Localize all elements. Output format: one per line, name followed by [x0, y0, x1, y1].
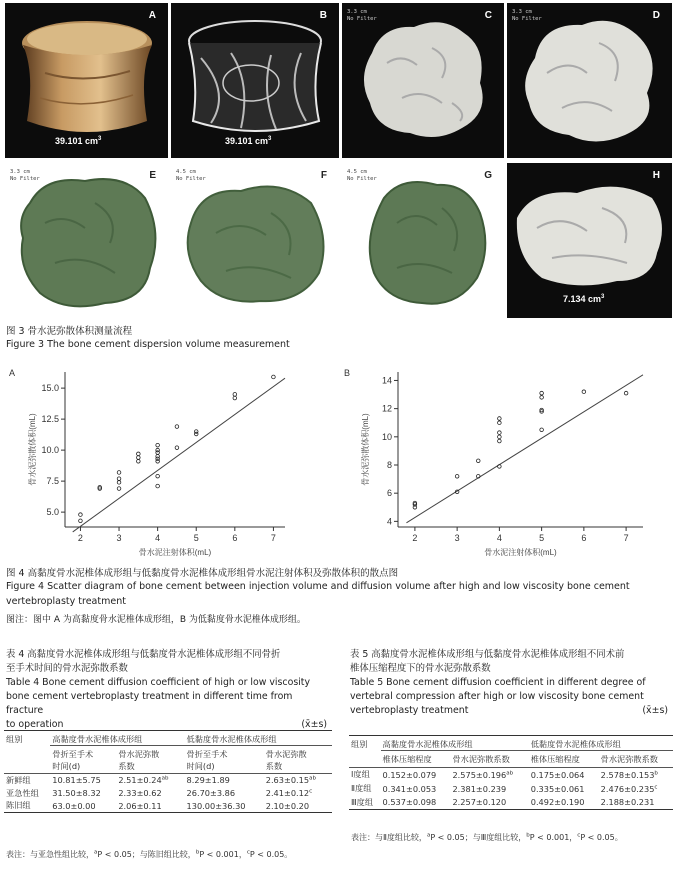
panel-label: H: [652, 170, 660, 181]
table4-low-header: 低黏度骨水泥椎体成形组: [185, 731, 332, 746]
y-tick-label: 12.5: [41, 414, 59, 425]
cement-mesh-image: [171, 163, 339, 318]
chart-panel-label: B: [344, 368, 351, 378]
row-name: Ⅰ度组: [351, 769, 370, 780]
panel-e-cement-mesh: [5, 163, 168, 318]
table5-group-header: 组别: [351, 739, 368, 749]
data-point: [117, 477, 121, 481]
table4-col-coef: [264, 746, 332, 774]
data-point: [498, 431, 502, 435]
y-axis-title: 骨水泥弥散体积(mL): [361, 413, 370, 486]
cell: 10.81±5.75: [52, 775, 101, 786]
data-point: [79, 513, 83, 517]
cell: 63.0±0.00: [52, 800, 96, 811]
table5-title-en-3: vertebroplasty treatment: [350, 705, 469, 716]
scale-meta: 4.5 cm No Filter: [347, 169, 377, 182]
x-tick-label: 5: [193, 533, 199, 543]
table4-col-time: [50, 746, 116, 774]
panel-label: C: [484, 10, 492, 21]
x-tick-label: 2: [77, 533, 83, 543]
cell: 0.341±0.053: [382, 783, 437, 794]
cell: 2.41±0.12$^c$: [265, 788, 313, 798]
table-row: [4, 800, 332, 813]
volume-label: 39.101 $cm^3$: [225, 136, 272, 146]
panel-g-cement-mesh: [342, 163, 504, 318]
data-point: [156, 455, 160, 459]
cement-mesh-image: [342, 163, 504, 318]
x-tick-label: 6: [232, 533, 238, 543]
data-point: [175, 446, 179, 450]
x-tick-label: 7: [270, 533, 276, 543]
row-name: Ⅱ度组: [351, 783, 372, 793]
cell: 2.381±0.239: [452, 783, 507, 794]
figure4-caption-en-2: vertebroplasty treatment: [6, 596, 126, 607]
cell: 0.492±0.190: [530, 797, 585, 808]
y-tick-label: 10: [381, 431, 392, 442]
table5-low-header: 低黏度骨水泥椎体成形组: [529, 736, 673, 751]
col-label: 系数: [118, 760, 135, 771]
cell: 2.257±0.120: [452, 797, 507, 808]
x-tick-label: 3: [454, 533, 460, 543]
row-name: 亚急性组: [6, 787, 39, 798]
cell: 0.175±0.064: [530, 769, 585, 780]
figure4-caption-cn: 图 4 高黏度骨水泥椎体成形组与低黏度骨水泥椎体成形组骨水泥注射体积及弥散体积的散点图: [6, 568, 399, 579]
cell: 2.10±0.20: [265, 800, 310, 811]
col-label: 骨水泥弥散: [118, 748, 160, 759]
figure3-caption-cn: 图 3 骨水泥弥散体积测量流程: [6, 326, 133, 337]
panel-d-cement-render: [507, 3, 672, 158]
scale-meta: 3.3 cm No Filter: [512, 9, 542, 22]
data-point: [540, 428, 544, 432]
data-point: [137, 452, 141, 456]
col-label: 骨水泥弥散: [265, 748, 307, 759]
data-point: [175, 425, 179, 429]
data-point: [455, 474, 459, 478]
col-label: 时间(d): [186, 760, 215, 771]
vertebra-wire-image: [171, 3, 339, 158]
data-point: [540, 396, 544, 400]
panel-h-cement-render: [507, 163, 672, 318]
table5-caption: [350, 648, 672, 718]
x-tick-label: 3: [116, 533, 122, 543]
table5-title-cn-2: 椎体压缩程度下的骨水泥弥散系数: [350, 663, 491, 674]
panel-label: B: [319, 10, 327, 21]
x-tick-label: 5: [539, 533, 545, 543]
row-name: Ⅲ度组: [351, 796, 374, 807]
cell: 0.152±0.079: [382, 769, 437, 780]
cell: 2.578±0.153$^b$: [600, 769, 658, 780]
col-label: 系数: [265, 760, 283, 771]
cell: 2.33±0.62: [118, 788, 162, 798]
x-tick-label: 2: [412, 533, 418, 543]
table5-title-en-2: vertebral compression after high or low viscosity bone cement: [350, 691, 644, 702]
data-point: [624, 391, 628, 395]
panel-b-vertebra-wireframe: [171, 3, 339, 158]
data-point: [117, 471, 121, 475]
x-tick-label: 7: [623, 533, 629, 543]
data-point: [137, 459, 141, 463]
table4-note: 表注：与亚急性组比较，$^a$P < 0.05；与陈旧组比较，$^b$P < 0.001，$^c$P < 0.05。: [6, 849, 293, 859]
y-tick-label: 4: [386, 516, 392, 527]
y-tick-label: 15.0: [41, 383, 59, 394]
x-tick-label: 4: [496, 533, 502, 543]
cell: 0.335±0.061: [530, 783, 585, 794]
table-row: [4, 774, 332, 787]
col-label: 骨折至手术: [52, 748, 94, 759]
table4-col-coef: [116, 746, 184, 774]
volume-label: 39.101 $cm^3$: [55, 136, 102, 146]
scatter-chart-b: [340, 362, 670, 562]
y-axis-title: 骨水泥弥散体积(mL): [28, 413, 37, 486]
data-point: [194, 430, 198, 434]
cell: 2.06±0.11: [118, 800, 162, 811]
data-point: [498, 421, 502, 425]
row-name: 陈旧组: [6, 800, 31, 811]
table5-title-en-3-line: [350, 704, 672, 718]
row-name: 新鲜组: [6, 774, 31, 785]
table5-high-header: 高黏度骨水泥椎体成形组: [381, 736, 529, 751]
scale-meta: 3.3 cm No Filter: [347, 9, 377, 22]
y-tick-label: 6: [386, 488, 392, 499]
cell: 31.50±8.32: [52, 788, 101, 798]
cell: 2.476±0.235$^c$: [600, 783, 658, 794]
y-tick-label: 5.0: [46, 507, 59, 518]
table4-title-en-3: to operation: [6, 719, 64, 730]
x-axis-title: 骨水泥注射体积(mL): [484, 548, 557, 557]
scale-meta: 3.3 cm No Filter: [10, 169, 40, 182]
cell: 0.537±0.098: [382, 797, 437, 808]
table4-title-cn-1: 表 4 高黏度骨水泥椎体成形组与低黏度骨水泥椎体成形组不同骨折: [6, 649, 281, 660]
x-axis-title: 骨水泥注射体积(mL): [138, 548, 212, 557]
figure4-note: 图注：图中 A 为高黏度骨水泥椎体成形组，B 为低黏度骨水泥椎体成形组。: [6, 615, 306, 625]
table-row: [349, 768, 673, 782]
table4-group-header: 组别: [6, 734, 23, 744]
table5-col-coef: 骨水泥弥散系数: [600, 753, 658, 764]
panel-label: F: [320, 170, 327, 181]
cement-mass-image: [342, 3, 504, 158]
y-tick-label: 8: [386, 460, 392, 470]
data-point: [117, 481, 121, 485]
table-row: [4, 787, 332, 800]
table4-high-header: 高黏度骨水泥椎体成形组: [50, 731, 184, 746]
panel-label: D: [652, 10, 660, 21]
table-row: [349, 796, 673, 810]
data-point: [156, 443, 160, 447]
col-label: 时间(d): [52, 760, 81, 771]
x-tick-label: 4: [155, 533, 161, 543]
data-point: [233, 396, 237, 400]
data-point: [117, 487, 121, 491]
table5-col-degree: 椎体压缩程度: [382, 753, 432, 764]
vertebra-body-image: [5, 3, 168, 158]
table5-col-degree: 椎体压缩程度: [530, 753, 580, 764]
table4-col-time: [185, 746, 264, 774]
data-point: [79, 519, 83, 523]
table4-stat: (x̄±s): [301, 719, 327, 730]
reference-line: [73, 378, 285, 532]
reference-line: [406, 375, 643, 523]
cell: 2.51±0.24$^{ab}$: [118, 775, 169, 786]
panel-a-vertebra-render: [5, 3, 168, 158]
table5-note: 表注：与Ⅱ度组比较，$^a$P < 0.05；与Ⅲ度组比较，$^b$P < 0.001，$^c$P < 0.05。: [351, 832, 623, 842]
panel-label: E: [149, 170, 156, 181]
scatter-chart-a: [5, 362, 315, 562]
data-point: [498, 417, 502, 421]
data-point: [498, 439, 502, 443]
cell: 130.00±36.30: [186, 800, 246, 811]
figure4-caption-en-1: Figure 4 Scatter diagram of bone cement between injection volume and diffusion volume after high and low viscosity bone cement: [6, 581, 630, 592]
y-tick-label: 10.0: [41, 445, 59, 456]
table4-title-en-2: bone cement vertebroplasty treatment in different time from fracture: [6, 691, 293, 716]
table5-title-cn-1: 表 5 高黏度骨水泥椎体成形组与低黏度骨水泥椎体成形组不同术前: [350, 649, 625, 660]
data-point: [156, 448, 160, 452]
cell: 2.63±0.15$^{ab}$: [265, 775, 316, 786]
cell: 2.575±0.196$^{ab}$: [452, 769, 514, 780]
cell: 8.29±1.89: [186, 775, 230, 786]
data-point: [272, 375, 276, 379]
table5-stat: (x̄±s): [642, 705, 668, 716]
y-tick-label: 7.5: [46, 476, 59, 487]
table5-title-en-1: Table 5 Bone cement diffusion coefficient in different degree of: [350, 677, 646, 688]
volume-label: 7.134 $cm^3$: [563, 294, 605, 304]
table4-title-en-1: Table 4 Bone cement diffusion coefficient of high or low viscosity: [6, 677, 311, 688]
panel-label: A: [148, 10, 156, 21]
chart-panel-label: A: [9, 368, 16, 378]
data-point: [540, 391, 544, 395]
table-row: [349, 782, 673, 796]
table5: [349, 735, 673, 810]
cement-mesh-image: [5, 163, 168, 318]
table4-caption: [6, 648, 331, 732]
data-point: [156, 484, 160, 488]
data-point: [137, 456, 141, 460]
table5-col-coef: 骨水泥弥散系数: [452, 753, 510, 764]
col-label: 骨折至手术: [186, 748, 228, 759]
cell: 2.188±0.231: [600, 797, 655, 808]
y-tick-label: 14: [381, 375, 392, 386]
data-point: [233, 393, 237, 397]
data-point: [476, 459, 480, 463]
panel-c-cement-render: [342, 3, 504, 158]
y-tick-label: 12: [381, 403, 392, 414]
data-point: [582, 390, 586, 394]
table4: [4, 730, 332, 813]
panel-label: G: [484, 170, 492, 181]
data-point: [498, 435, 502, 439]
figure3-caption-en: Figure 3 The bone cement dispersion volume measurement: [6, 339, 290, 350]
table4-title-cn-2: 至手术时间的骨水泥弥散系数: [6, 663, 128, 674]
data-point: [156, 474, 160, 478]
x-tick-label: 6: [581, 533, 587, 543]
scale-meta: 4.5 cm No Filter: [176, 169, 206, 182]
panel-f-cement-mesh: [171, 163, 339, 318]
cement-mass-image: [507, 3, 672, 158]
cell: 26.70±3.86: [186, 788, 236, 798]
